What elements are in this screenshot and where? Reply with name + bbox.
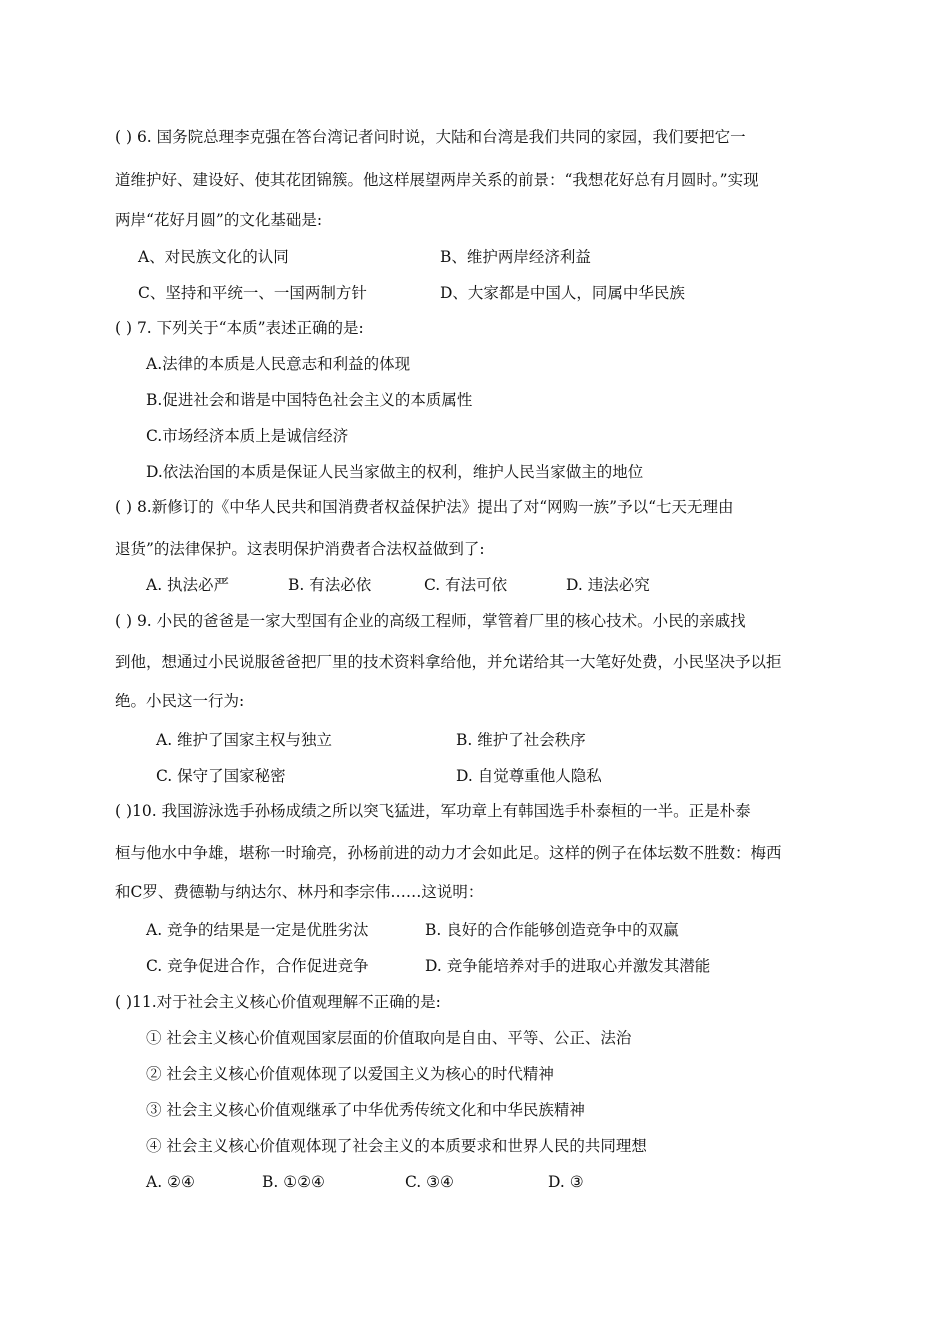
q9-stem-line2: 到他，想通过小民说服爸爸把厂里的技术资料拿给他，并允诺给其一大笔好处费，小民坚决予以拒 <box>115 653 782 671</box>
q9-option-c: C. 保守了国家秘密 <box>156 767 286 785</box>
q7-option-d: D.依法治国的本质是保证人民当家做主的权利，维护人民当家做主的地位 <box>146 463 644 481</box>
q7-option-c: C.市场经济本质上是诚信经济 <box>146 427 349 445</box>
q9-option-a: A. 维护了国家主权与独立 <box>156 731 333 749</box>
q11-option-b: B. ①②④ <box>262 1173 325 1191</box>
q8-option-c: C. 有法可依 <box>424 576 508 594</box>
q6-option-a: A、对民族文化的认同 <box>138 248 289 266</box>
q6-stem-line1: ( ) 6. 国务院总理李克强在答台湾记者问时说，大陆和台湾是我们共同的家园，我们要把它一 <box>115 128 746 146</box>
q8-stem-line2: 退货”的法律保护。这表明保护消费者合法权益做到了: <box>115 540 485 558</box>
q7-option-a: A.法律的本质是人民意志和利益的体现 <box>146 355 411 373</box>
q10-stem-line1: ( )10. 我国游泳选手孙杨成绩之所以突飞猛进，军功章上有韩国选手朴泰桓的一半。正是朴泰 <box>115 802 751 820</box>
q9-stem-line1: ( ) 9. 小民的爸爸是一家大型国有企业的高级工程师，掌管着厂里的核心技术。小民的亲戚找 <box>115 612 746 630</box>
q11-item-4: ④ 社会主义核心价值观体现了社会主义的本质要求和世界人民的共同理想 <box>146 1137 647 1155</box>
q10-stem-line2: 桓与他水中争雄，堪称一时瑜亮，孙杨前进的动力才会如此足。这样的例子在体坛数不胜数：梅西 <box>115 844 782 862</box>
q11-item-3: ③ 社会主义核心价值观继承了中华优秀传统文化和中华民族精神 <box>146 1101 585 1119</box>
q10-stem-line3: 和C罗、费德勒与纳达尔、林丹和李宗伟……这说明： <box>115 883 484 901</box>
q9-option-d: D. 自觉尊重他人隐私 <box>456 767 602 785</box>
q10-option-d: D. 竞争能培养对手的进取心并激发其潜能 <box>425 957 711 975</box>
q11-item-2: ② 社会主义核心价值观体现了以爱国主义为核心的时代精神 <box>146 1065 554 1083</box>
q6-stem-line2: 道维护好、建设好、使其花团锦簇。他这样展望两岸关系的前景：“我想花好总有月圆时。”实现 <box>115 171 759 189</box>
q9-option-b: B. 维护了社会秩序 <box>456 731 586 749</box>
q11-item-1: ① 社会主义核心价值观国家层面的价值取向是自由、平等、公正、法治 <box>146 1029 632 1047</box>
q8-option-d: D. 违法必究 <box>566 576 650 594</box>
q11-option-c: C. ③④ <box>405 1173 454 1191</box>
q11-stem-line1: ( )11.对于社会主义核心价值观理解不正确的是: <box>115 993 441 1011</box>
q6-stem-line3: 两岸“花好月圆”的文化基础是: <box>115 211 323 229</box>
q8-stem-line1: ( ) 8.新修订的《中华人民共和国消费者权益保护法》提出了对“网购一族”予以“七天无理由 <box>115 498 734 516</box>
q7-stem-line1: ( ) 7. 下列关于“本质”表述正确的是: <box>115 319 364 337</box>
q8-option-b: B. 有法必依 <box>288 576 372 594</box>
q7-option-b: B.促进社会和谐是中国特色社会主义的本质属性 <box>146 391 473 409</box>
q8-option-a: A. 执法必严 <box>146 576 230 594</box>
q6-option-b: B、维护两岸经济利益 <box>440 248 591 266</box>
q6-option-d: D、大家都是中国人，同属中华民族 <box>440 284 685 302</box>
q9-stem-line3: 绝。小民这一行为: <box>115 692 245 710</box>
q10-option-b: B. 良好的合作能够创造竞争中的双赢 <box>425 921 679 939</box>
q10-option-c: C. 竞争促进合作，合作促进竞争 <box>146 957 369 975</box>
q6-option-c: C、坚持和平统一、一国两制方针 <box>138 284 367 302</box>
q11-option-d: D. ③ <box>548 1173 584 1191</box>
q11-option-a: A. ②④ <box>146 1173 195 1191</box>
q10-option-a: A. 竞争的结果是一定是优胜劣汰 <box>146 921 369 939</box>
